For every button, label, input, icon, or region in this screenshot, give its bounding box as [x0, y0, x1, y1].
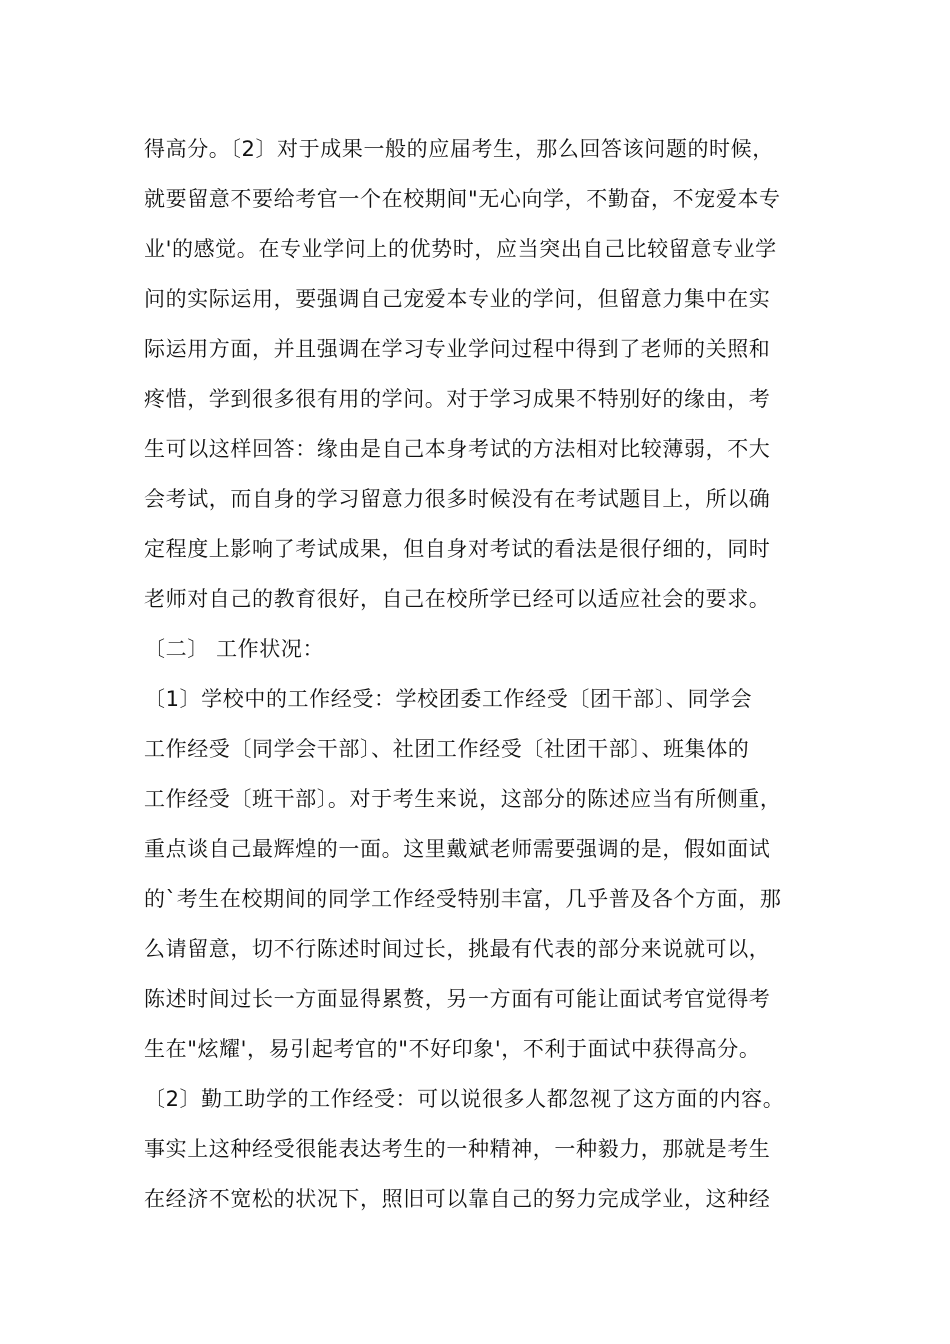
text-line: 老师对自己的教育很好，自己在校所学已经可以适应社会的要求。	[144, 587, 771, 611]
document-body	[144, 124, 814, 1224]
text-line: 陈述时间过长一方面显得累赘，另一方面有可能让面试考官觉得考	[144, 987, 771, 1011]
section-heading: 〔二〕 工作状况：	[144, 637, 325, 661]
text-line: 事实上这种经受很能表达考生的一种精神，一种毅力，那就是考生	[144, 1137, 771, 1161]
text-line: 得高分。〔2〕对于成果一般的应届考生，那么回答该问题的时候，	[144, 137, 774, 161]
text-line: 际运用方面，并且强调在学习专业学问过程中得到了老师的关照和	[144, 337, 771, 361]
text-line: 么请留意，切不行陈述时间过长，挑最有代表的部分来说就可以，	[144, 937, 771, 961]
text-line: 生在"炫耀'，易引起考官的"不好印象'，不利于面试中获得高分。	[144, 1037, 761, 1061]
text-line: 工作经受〔同学会干部〕、社团工作经受〔社团干部〕、班集体的	[144, 737, 750, 761]
text-line: 在经济不宽松的状况下，照旧可以靠自己的努力完成学业，这种经	[144, 1187, 771, 1211]
text-line: 问的实际运用，要强调自己宠爱本专业的学问，但留意力集中在实	[144, 287, 771, 311]
text-line: 定程度上影响了考试成果，但自身对考试的看法是很仔细的，同时	[144, 537, 771, 561]
text-line: 会考试，而自身的学习留意力很多时候没有在考试题目上，所以确	[144, 487, 771, 511]
text-line: 的`考生在校期间的同学工作经受特别丰富，几乎普及各个方面，那	[144, 887, 782, 911]
text-line: 生可以这样回答：缘由是自己本身考试的方法相对比较薄弱，不大	[144, 437, 771, 461]
text-line: 〔1〕学校中的工作经受：学校团委工作经受〔团干部〕、同学会	[144, 687, 753, 711]
text-line: 重点谈自己最辉煌的一面。这里戴斌老师需要强调的是，假如面试	[144, 837, 771, 861]
text-line: 〔2〕勤工助学的工作经受：可以说很多人都忽视了这方面的内容。	[144, 1087, 785, 1111]
text-line: 疼惜，学到很多很有用的学问。对于学习成果不特别好的缘由，考	[144, 387, 771, 411]
text-line: 工作经受〔班干部〕。对于考生来说，这部分的陈述应当有所侧重，	[144, 787, 782, 811]
text-line: 就要留意不要给考官一个在校期间"无心向学，不勤奋，不宠爱本专	[144, 187, 781, 211]
text-line: 业'的感觉。在专业学问上的优势时，应当突出自己比较留意专业学	[144, 237, 777, 261]
